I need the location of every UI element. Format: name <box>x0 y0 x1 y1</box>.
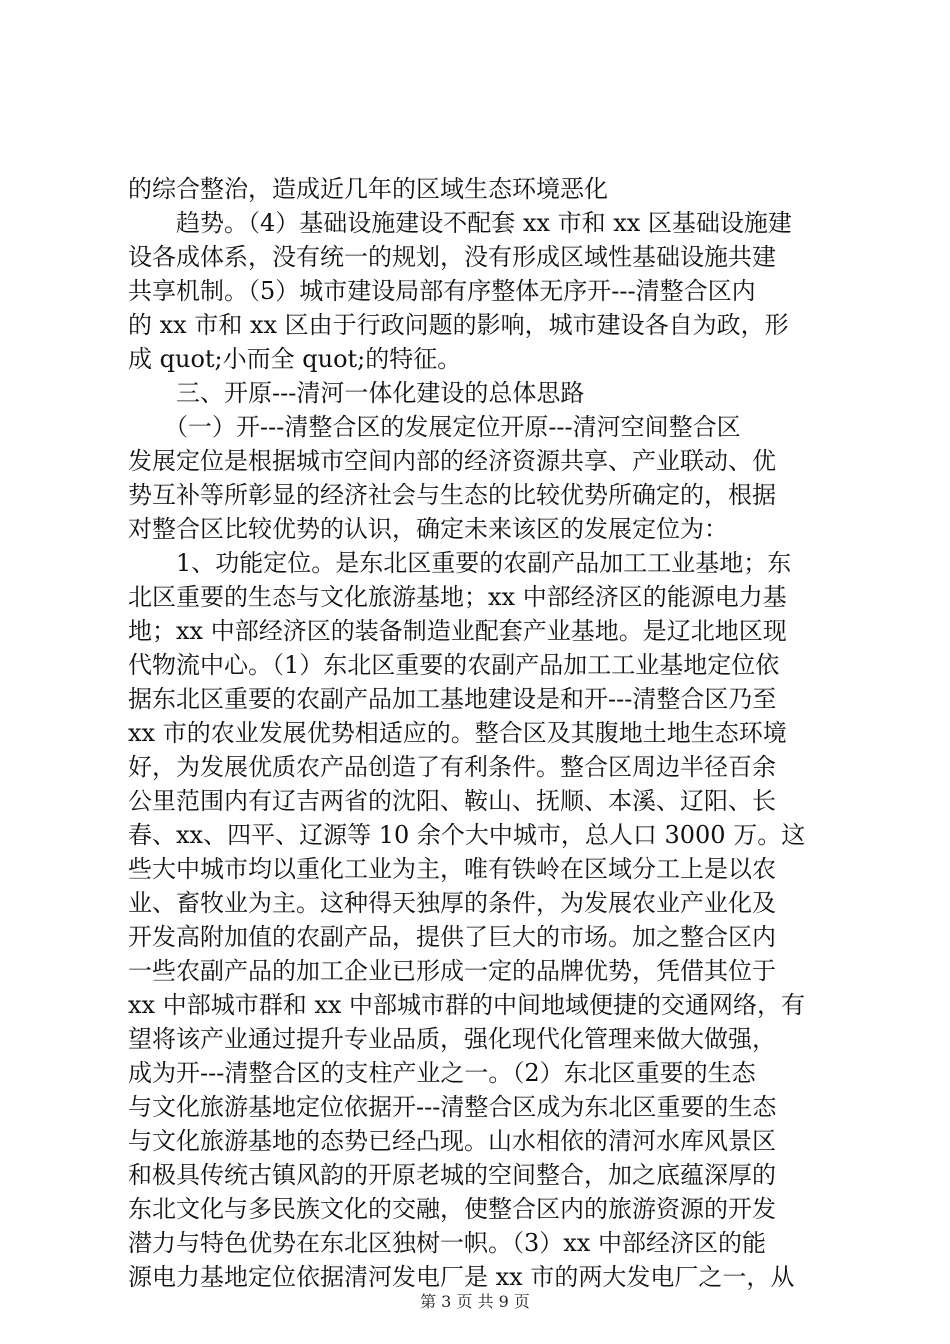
text-line: 春、xx、四平、辽源等 10 余个大中城市，总人口 3000 万。这 <box>128 821 806 849</box>
text-line: 代物流中心。（1）东北区重要的农副产品加工工业基地定位依 <box>128 651 780 679</box>
page-footer: 第 3 页 共 9 页 <box>420 1292 530 1311</box>
text-line: 成为开---清整合区的支柱产业之一。（2）东北区重要的生态 <box>128 1059 756 1087</box>
text-line: 共享机制。（5）城市建设局部有序整体无序开---清整合区内 <box>128 277 756 305</box>
text-line: 望将该产业通过提升专业品质，强化现代化管理来做大做强， <box>128 1025 776 1053</box>
text-line: 设各成体系，没有统一的规划，没有形成区域性基础设施共建 <box>128 243 776 271</box>
text-line: 源电力基地定位依据清河发电厂是 xx 市的两大发电厂之一，从 <box>128 1263 795 1291</box>
text-line: 潜力与特色优势在东北区独树一帜。（3）xx 中部经济区的能 <box>128 1229 766 1257</box>
text-line: 与文化旅游基地定位依据开---清整合区成为东北区重要的生态 <box>128 1093 777 1121</box>
text-line: 开发高附加值的农副产品，提供了巨大的市场。加之整合区内 <box>128 923 776 951</box>
text-line: 据东北区重要的农副产品加工基地建设是和开---清整合区乃至 <box>128 685 777 713</box>
text-line: xx 中部城市群和 xx 中部城市群的中间地域便捷的交通网络，有 <box>128 991 806 1019</box>
text-line: 对整合区比较优势的认识，确定未来该区的发展定位为： <box>128 515 728 543</box>
text-line: 些大中城市均以重化工业为主，唯有铁岭在区域分工上是以农 <box>128 855 776 883</box>
text-line: 三、开原---清河一体化建设的总体思路 <box>128 379 585 407</box>
text-line: 业、畜牧业为主。这种得天独厚的条件，为发展农业产业化及 <box>128 889 776 917</box>
text-line: 好，为发展优质农产品创造了有利条件。整合区周边半径百余 <box>128 753 776 781</box>
text-line: 的综合整治，造成近几年的区域生态环境恶化 <box>128 175 608 203</box>
text-line: 的 xx 市和 xx 区由于行政问题的影响，城市建设各自为政，形 <box>128 311 789 339</box>
text-line: 和极具传统古镇风韵的开原老城的空间整合，加之底蕴深厚的 <box>128 1161 776 1189</box>
text-line: xx 市的农业发展优势相适应的。整合区及其腹地土地生态环境 <box>128 719 787 747</box>
text-line: 与文化旅游基地的态势已经凸现。山水相依的清河水库风景区 <box>128 1127 776 1155</box>
text-line: （一）开---清整合区的发展定位开原---清河空间整合区 <box>128 413 741 441</box>
text-line: 发展定位是根据城市空间内部的经济资源共享、产业联动、优 <box>128 447 776 475</box>
text-line: 公里范围内有辽吉两省的沈阳、鞍山、抚顺、本溪、辽阳、长 <box>128 787 776 815</box>
text-line: 成 quot;小而全 quot;的特征。 <box>128 345 462 373</box>
text-line: 趋势。（4）基础设施建设不配套 xx 市和 xx 区基础设施建 <box>128 209 792 237</box>
text-line: 地；xx 中部经济区的装备制造业配套产业基地。是辽北地区现 <box>128 617 787 645</box>
text-line: 东北文化与多民族文化的交融，使整合区内的旅游资源的开发 <box>128 1195 776 1223</box>
text-line: 北区重要的生态与文化旅游基地；xx 中部经济区的能源电力基 <box>128 583 787 611</box>
text-line: 1、功能定位。是东北区重要的农副产品加工工业基地；东 <box>128 549 792 577</box>
text-line: 势互补等所彰显的经济社会与生态的比较优势所确定的，根据 <box>128 481 776 509</box>
body-text <box>128 172 828 1294</box>
text-line: 一些农副产品的加工企业已形成一定的品牌优势，凭借其位于 <box>128 957 776 985</box>
